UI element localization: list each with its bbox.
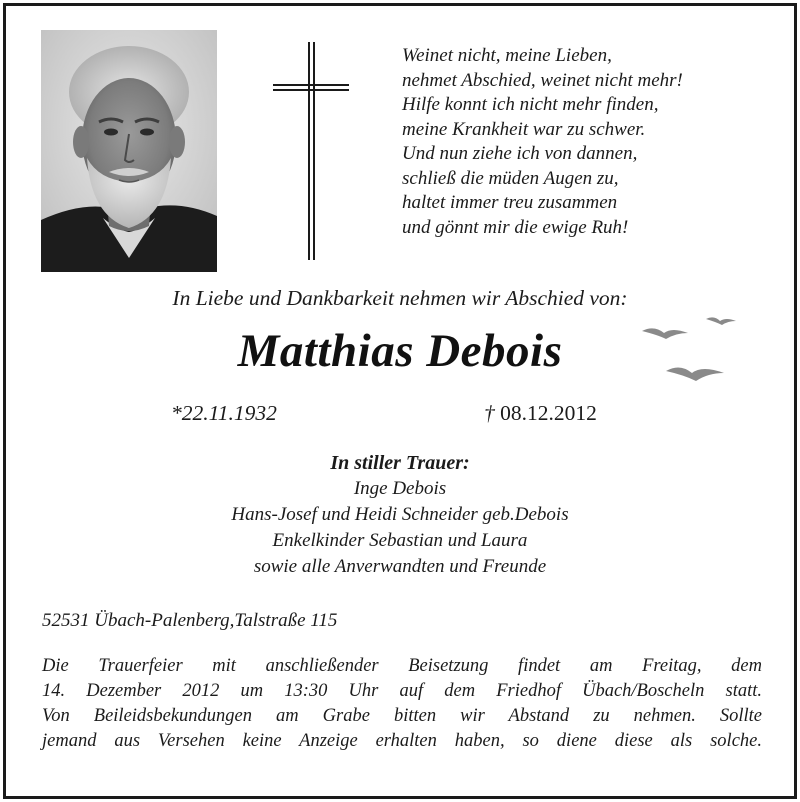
dagger-symbol: † <box>484 401 495 425</box>
deceased-name: Matthias Debois <box>237 325 563 377</box>
mourners-heading: In stiller Trauer: <box>330 452 470 474</box>
poem-line: haltet immer treu zusammen <box>402 192 618 213</box>
notice-line: jemand aus Versehen keine Anzeige erhalten haben, so diene diese als solche. <box>42 731 762 751</box>
poem-line: Weinet nicht, meine Lieben, <box>402 45 612 66</box>
mourner-line: Hans-Josef und Heidi Schneider geb.Debois <box>231 504 569 525</box>
mourners-block <box>6 450 794 580</box>
poem-line: meine Krankheit war zu schwer. <box>402 118 646 140</box>
notice-line: Von Beileidsbekundungen am Grabe bitten wir Abstand zu nehmen. Sollte <box>42 706 762 726</box>
address: 52531 Übach-Palenberg,Talstraße 115 <box>42 610 338 631</box>
mourner-line: sowie alle Anverwandten und Freunde <box>253 556 547 577</box>
mourner-line: Inge Debois <box>353 478 447 499</box>
mourner-line: Enkelkinder Sebastian und Laura <box>272 530 528 551</box>
poem <box>402 44 792 240</box>
poem-line: und gönnt mir die ewige Ruh! <box>402 216 629 238</box>
birth-date: *22.11.1932 <box>171 401 277 425</box>
poem-line: schließ die müden Augen zu, <box>402 167 619 189</box>
notice-line: Die Trauerfeier mit anschließender Beisetzung findet am Freitag, dem <box>42 656 762 676</box>
death-date-value: 08.12.2012 <box>500 401 597 425</box>
obituary-notice <box>3 3 797 799</box>
poem-line: nehmet Abschied, weinet nicht mehr! <box>402 69 683 91</box>
death-date <box>484 401 597 426</box>
farewell-intro: In Liebe und Dankbarkeit nehmen wir Abschied von: <box>172 286 628 310</box>
notice-line: 14. Dezember 2012 um 13:30 Uhr auf dem Friedhof Übach/Boscheln statt. <box>42 681 762 701</box>
poem-line: Hilfe konnt ich nicht mehr finden, <box>402 94 659 115</box>
funeral-notice <box>42 654 762 754</box>
birds-icon <box>636 311 746 391</box>
cross-icon <box>273 42 349 260</box>
portrait-photo <box>41 30 217 272</box>
poem-line: Und nun ziehe ich von dannen, <box>402 143 638 164</box>
